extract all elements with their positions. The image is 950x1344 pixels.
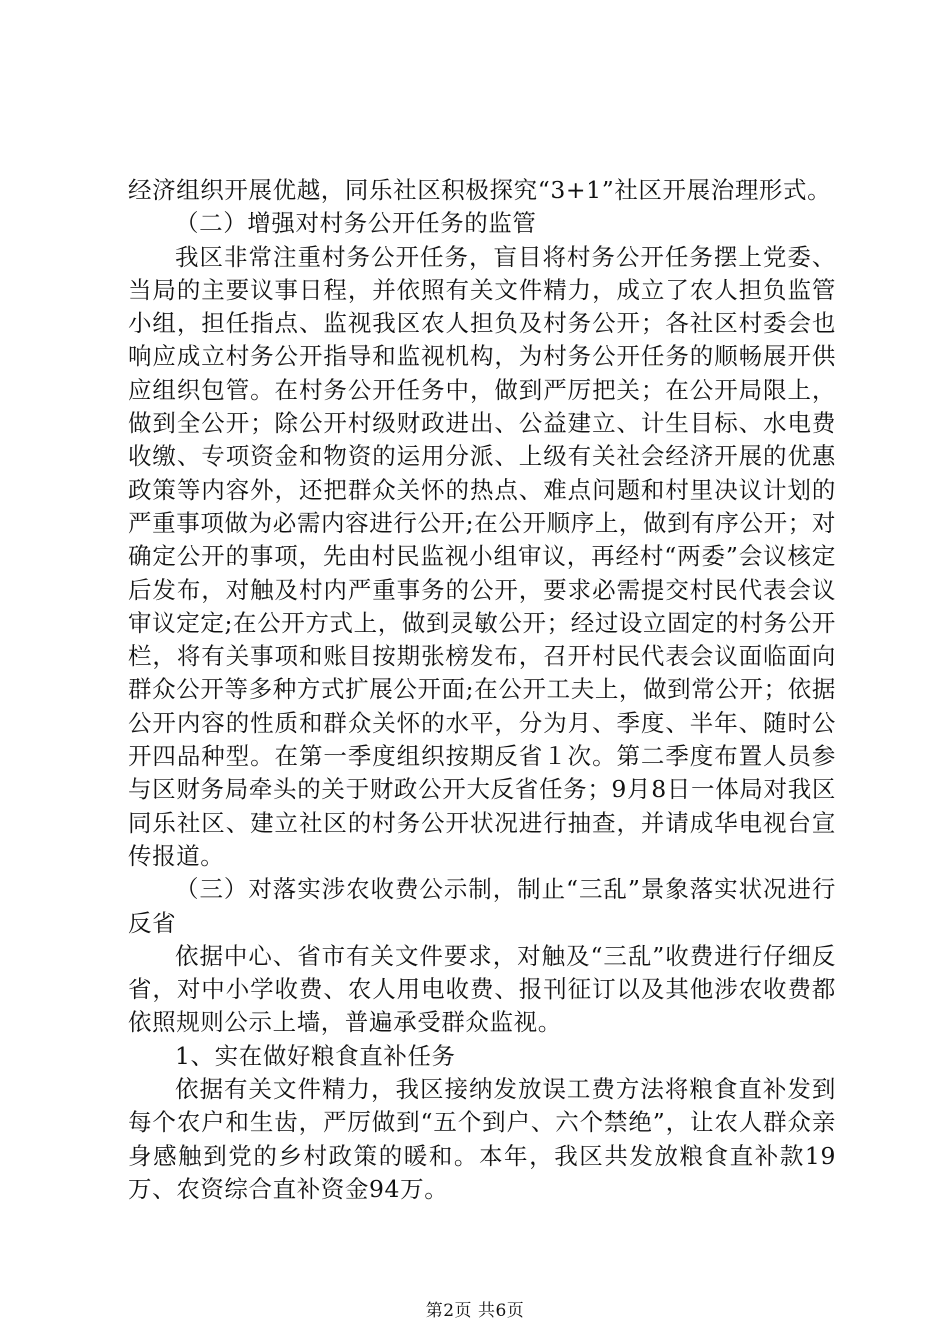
- section-heading-two: （二）增强对村务公开任务的监管: [175, 209, 537, 238]
- section-heading-three: （三）对落实涉农收费公示制，制止“三乱”景象落实状况进行反省: [128, 875, 836, 937]
- subsection-heading-grain-subsidy: 1、实在做好粮食直补任务: [175, 1041, 456, 1070]
- paragraph-continuation: 经济组织开展优越，同乐社区积极探究“3+1”社区开展治理形式。: [128, 176, 832, 204]
- document-body: [128, 174, 836, 1206]
- paragraph-grain-subsidy: 依据有关文件精力，我区接纳发放误工费方法将粮食直补发到每个农户和生齿，严厉做到“五个到户、六个禁绝”，让农人群众亲身感触到党的乡村政策的暖和。本年，我区共发放粮食直补款19万、农资综合直补资金94万。: [128, 1075, 836, 1203]
- page-number-footer: 第2页 共6页: [425, 1301, 525, 1321]
- paragraph-fee-inspection: 依据中心、省市有关文件要求，对触及“三乱”收费进行仔细反省，对中小学收费、农人用电收费、报刊征订以及其他涉农收费都依照规则公示上墙，普遍承受群众监视。: [128, 941, 836, 1037]
- paragraph-village-affairs: 我区非常注重村务公开任务，盲目将村务公开任务摆上党委、当局的主要议事日程，并依照有关文件精力，成立了农人担负监管小组，担任指点、监视我区农人担负及村务公开；各社区村委会也响应成立村务公开指导和监视机构，为村务公开任务的顺畅展开供应组织包管。在村务公开任务中，做到严厉把关；在公开局限上，做到全公开；除公开村级财政进出、公益建立、计生目标、水电费收缴、专项资金和物资的运用分派、上级有关社会经济开展的优惠政策等内容外，还把群众关怀的热点、难点问题和村里决议计划的严重事项做为必需内容进行公开;在公开顺序上，做到有序公开；对确定公开的事项，先由村民监视小组审议，再经村“两委”会议核定后发布，对触及村内严重事务的公开，要求必需提交村民代表会议审议定定;在公开方式上，做到灵敏公开；经过设立固定的村务公开栏，将有关事项和账目按期张榜发布，召开村民代表会议面临面向群众公开等多种方式扩展公开面;在公开工夫上，做到常公开；依据公开内容的性质和群众关怀的水平，分为月、季度、半年、随时公开四品种型。在第一季度组织按期反省１次。第二季度布置人员参与区财务局牵头的关于财政公开大反省任务；9月8日一体局对我区同乐社区、建立社区的村务公开状况进行抽查，并请成华电视台宣传报道。: [128, 242, 836, 870]
